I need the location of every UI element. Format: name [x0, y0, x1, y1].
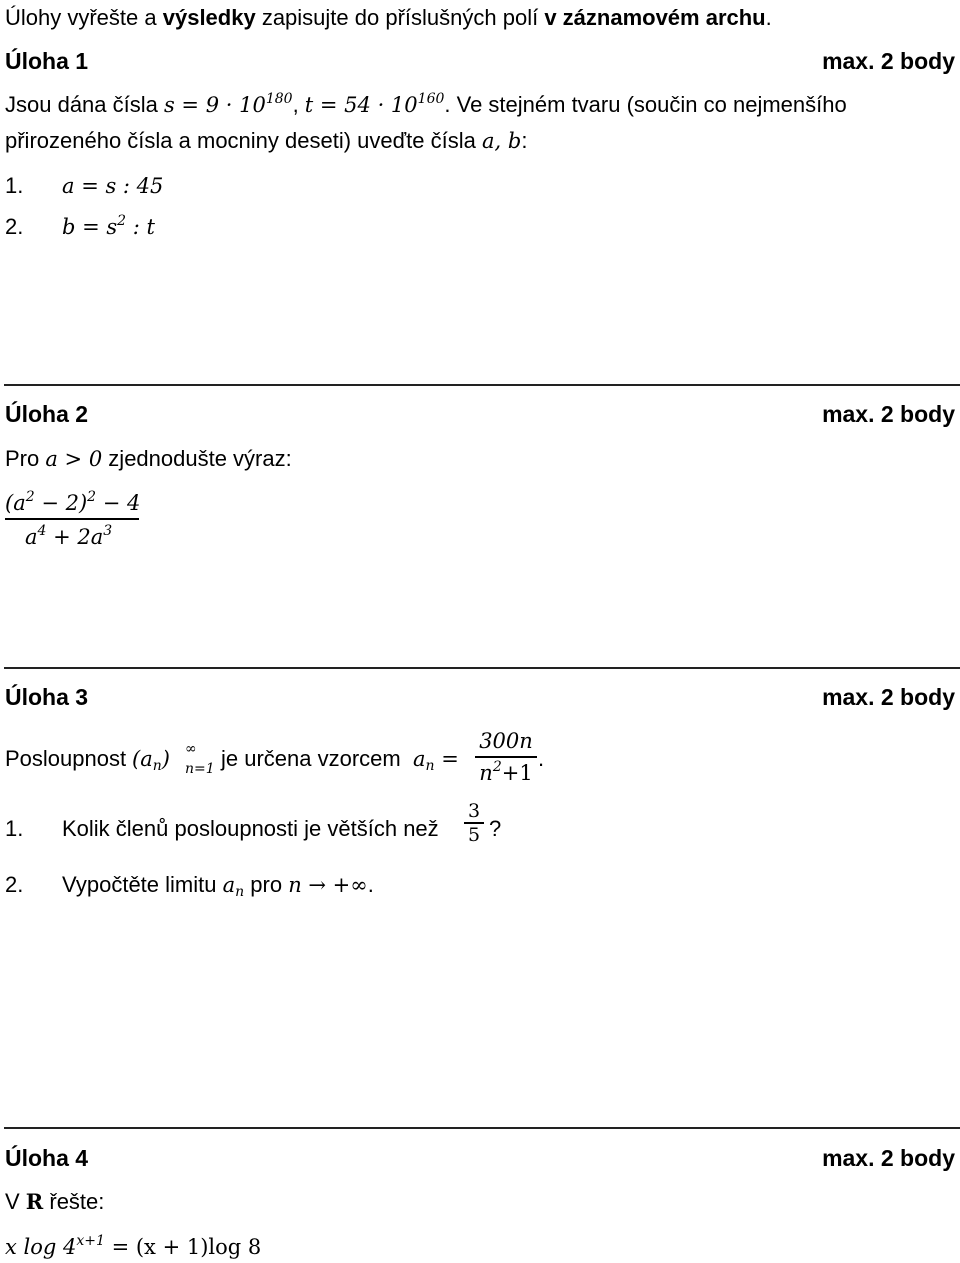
- task-2-denominator: [5, 520, 139, 550]
- question-fraction: [464, 800, 484, 846]
- num-part: − 2): [34, 491, 88, 515]
- num-part: − 4: [96, 491, 141, 515]
- task-1-item-2: [5, 214, 23, 240]
- task-3-question-1: [5, 800, 605, 858]
- formula-denominator: [475, 758, 537, 786]
- den-part: +1: [501, 761, 533, 785]
- math-t-exponent: 160: [417, 91, 445, 107]
- task-4-title: Úloha 4: [5, 1145, 89, 1171]
- expr-part: : t: [126, 215, 155, 239]
- an-eq: =: [434, 747, 459, 771]
- an-index: n: [425, 758, 435, 774]
- task-4-statement: [5, 1189, 104, 1215]
- instructions-text: Úlohy vyřešte a: [5, 5, 163, 30]
- task-4-text: V: [5, 1189, 26, 1214]
- task-1-title: Úloha 1: [5, 48, 89, 74]
- limit-expression: n → +∞: [288, 873, 368, 897]
- task-1-text: . Ve stejném tvaru (součin co nejmenšího: [444, 92, 847, 117]
- seq-lower-limit: n=1: [185, 761, 215, 777]
- task-3-question-2: [5, 872, 23, 898]
- task-1-item-2-expr: [62, 214, 155, 240]
- task-1-text: ,: [292, 92, 305, 117]
- equation-part: = (x + 1)log 8: [104, 1235, 262, 1259]
- equation-exponent: x+1: [76, 1233, 105, 1249]
- math-s-exponent: 180: [265, 91, 293, 107]
- task-1-item-1-expr: a = s : 45: [62, 174, 164, 198]
- seq-upper-limit: ∞: [185, 741, 197, 757]
- seq-index: n: [152, 758, 162, 774]
- item-number: 1.: [5, 816, 24, 841]
- den-exponent: 2: [492, 759, 502, 775]
- instructions-text: .: [765, 5, 772, 30]
- task-2-points: max. 2 body: [822, 401, 955, 427]
- section-divider: [4, 1127, 960, 1129]
- seq-a: a: [222, 873, 236, 897]
- task-2-text: zjednodušte výraz:: [102, 446, 292, 471]
- num-part: (a: [5, 491, 26, 515]
- task-1-text: :: [521, 128, 528, 153]
- task-2-condition: a > 0: [45, 447, 103, 471]
- seq-part: ): [161, 747, 170, 771]
- task-2-numerator: [5, 490, 139, 520]
- an-a: a: [413, 747, 426, 771]
- task-3-question-2-text: [62, 872, 374, 898]
- task-2-title: Úloha 2: [5, 401, 89, 427]
- task-3-an: [413, 746, 459, 772]
- task-1-points: max. 2 body: [822, 48, 955, 74]
- task-2-fraction: [5, 490, 139, 550]
- math-t: t = 54 · 10: [304, 93, 418, 117]
- question-text: Vypočtěte limitu: [62, 872, 223, 897]
- task-2-statement: [5, 446, 292, 472]
- den-part: + 2a: [46, 525, 104, 549]
- task-1-math-t: [305, 93, 445, 117]
- task-3-title: Úloha 3: [5, 684, 89, 710]
- instructions-text: zapisujte do příslušných polí: [255, 5, 545, 30]
- item-number: 2.: [5, 872, 24, 897]
- fraction-denominator: 5: [467, 824, 481, 846]
- task-3-text: .: [538, 746, 545, 771]
- task-4-text: řešte:: [43, 1189, 105, 1214]
- den-part: n: [479, 761, 493, 785]
- seq-part: (a: [132, 747, 153, 771]
- question-text: .: [367, 872, 374, 897]
- task-1-math-s: [164, 93, 293, 117]
- question-text: Kolik členů posloupnosti je větších než: [62, 816, 439, 841]
- expr-exponent: 2: [117, 213, 127, 229]
- task-3-formula-fraction: [475, 728, 537, 786]
- instructions-bold-results: výsledky: [162, 5, 256, 30]
- den-exponent: 3: [103, 523, 113, 539]
- task-3-text: je určena vzorcem: [221, 746, 401, 771]
- task-3-points: max. 2 body: [822, 684, 955, 710]
- seq-index: n: [235, 884, 245, 900]
- task-4-equation: [5, 1234, 261, 1260]
- task-3-sequence: [132, 746, 170, 772]
- task-1-text: Jsou dána čísla: [5, 92, 164, 117]
- task-3-statement: [5, 728, 705, 788]
- item-number: 2.: [5, 214, 24, 239]
- math-s: s = 9 · 10: [163, 93, 266, 117]
- question-text: ?: [489, 816, 502, 841]
- den-exponent: 4: [37, 523, 47, 539]
- item-number: 1.: [5, 173, 24, 198]
- task-1-item-1: [5, 173, 23, 199]
- den-part: a: [25, 525, 38, 549]
- equation-part: x log 4: [5, 1235, 77, 1259]
- fraction-numerator: 3: [464, 800, 484, 824]
- real-numbers-set: R: [25, 1189, 44, 1214]
- task-1-statement-line2: [5, 128, 527, 154]
- task-1-statement: [5, 92, 847, 118]
- question-text: pro: [244, 872, 289, 897]
- expr-part: b = s: [62, 215, 118, 239]
- task-1-math-ab: a, b: [481, 129, 522, 153]
- num-exponent: 2: [25, 489, 35, 505]
- num-exponent: 2: [87, 489, 97, 505]
- task-3-text: Posloupnost: [5, 746, 127, 771]
- section-divider: [4, 667, 960, 669]
- task-1-text: přirozeného čísla a mocniny deseti) uveďte čísla: [5, 128, 482, 153]
- task-4-points: max. 2 body: [822, 1145, 955, 1171]
- task-2-text: Pro: [5, 446, 46, 471]
- instructions: [5, 5, 772, 31]
- formula-numerator: 300n: [475, 728, 537, 758]
- instructions-bold-sheet: v záznamovém archu: [544, 5, 766, 30]
- section-divider: [4, 384, 960, 386]
- limit-sequence: [222, 873, 245, 900]
